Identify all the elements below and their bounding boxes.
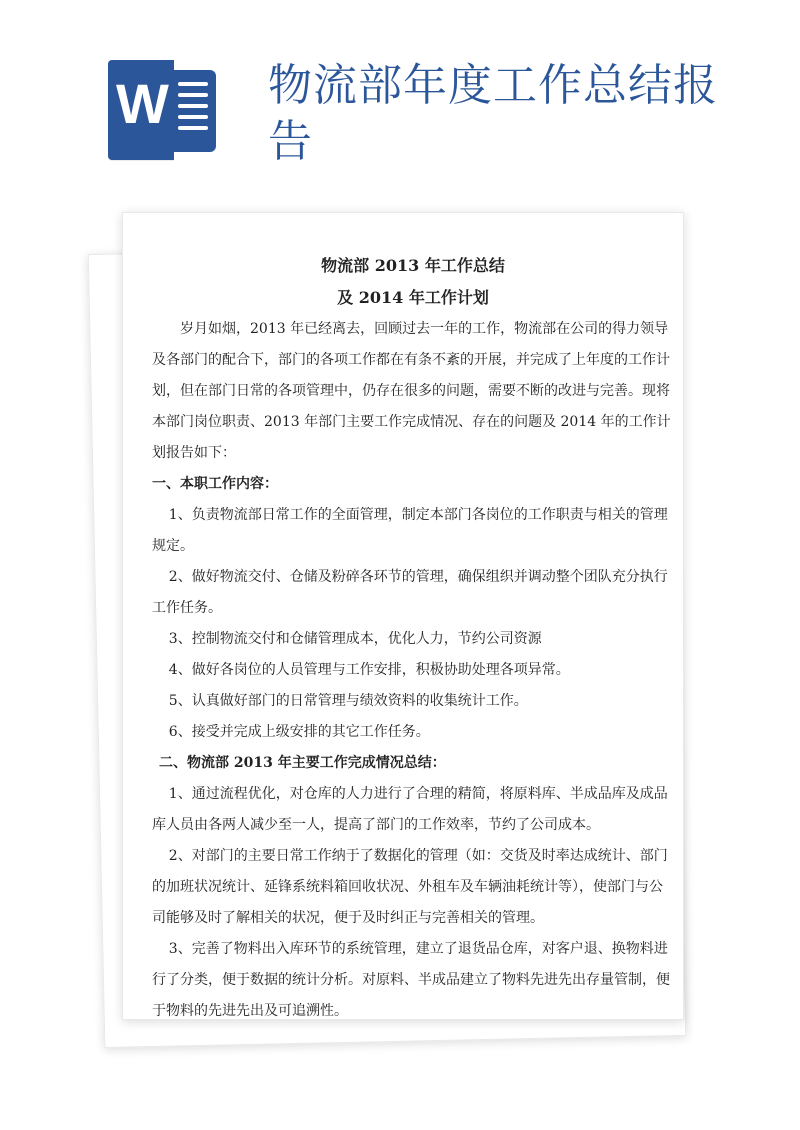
document-content	[152, 250, 674, 1027]
list-item: 5、认真做好部门的日常管理与绩效资料的收集统计工作。	[168, 693, 528, 709]
list-item: 4、做好各岗位的人员管理与工作安排，积极协助处理各项异常。	[168, 662, 570, 678]
list-item: 2、对部门的主要日常工作纳于了数据化的管理（如：交货及时率达成统计、部门的加班状况统计、延锋系统料箱回收状况、外租车及车辆油耗统计等），使部门与公司能够及时了解相关的状况，便于及时纠正与完善相关的管理。	[152, 848, 668, 926]
intro-paragraph: 岁月如烟，2013 年已经离去，回顾过去一年的工作，物流部在公司的得力领导及各部门的配合下，部门的各项工作都在有条不紊的开展，并完成了上年度的工作计划，但在部门日常的各项管理中，仍存在很多的问题，需要不断的改进与完善。现将本部门岗位职责、2013 年部门主要工作完成情况、存在的问题及 2014 年的工作计划报告如下：	[152, 321, 671, 461]
page-title: 物流部年度工作总结报告	[268, 60, 718, 167]
section-list	[152, 500, 674, 748]
document-title-line: 物流部 2013 年工作总结	[321, 256, 505, 275]
word-icon-letter: W	[116, 72, 169, 135]
list-item: 3、完善了物料出入库环节的系统管理，建立了退货品仓库，对客户退、换物料进行了分类，便于数据的统计分析。对原料、半成品建立了物料先进先出存量管制，便于物料的先进先出及可追溯性。	[152, 941, 670, 1019]
list-item: 3、控制物流交付和仓储管理成本，优化人力，节约公司资源	[168, 631, 542, 647]
section-heading: 二、物流部 2013 年主要工作完成情况总结：	[159, 755, 446, 771]
list-item: 2、做好物流交付、仓储及粉碎各环节的管理，确保组织并调动整个团队充分执行工作任务。	[152, 569, 668, 616]
document-title-line: 及 2014 年工作计划	[337, 288, 489, 307]
section-heading: 一、本职工作内容：	[152, 476, 278, 492]
section-list	[152, 779, 674, 1027]
list-item: 1、通过流程优化，对仓库的人力进行了合理的精简，将原料库、半成品库及成品库人员由各两人减少至一人，提高了部门的工作效率，节约了公司成本。	[152, 786, 668, 833]
list-item: 1、负责物流部日常工作的全面管理，制定本部门各岗位的工作职责与相关的管理规定。	[152, 507, 668, 554]
list-item: 6、接受并完成上级安排的其它工作任务。	[168, 724, 430, 740]
